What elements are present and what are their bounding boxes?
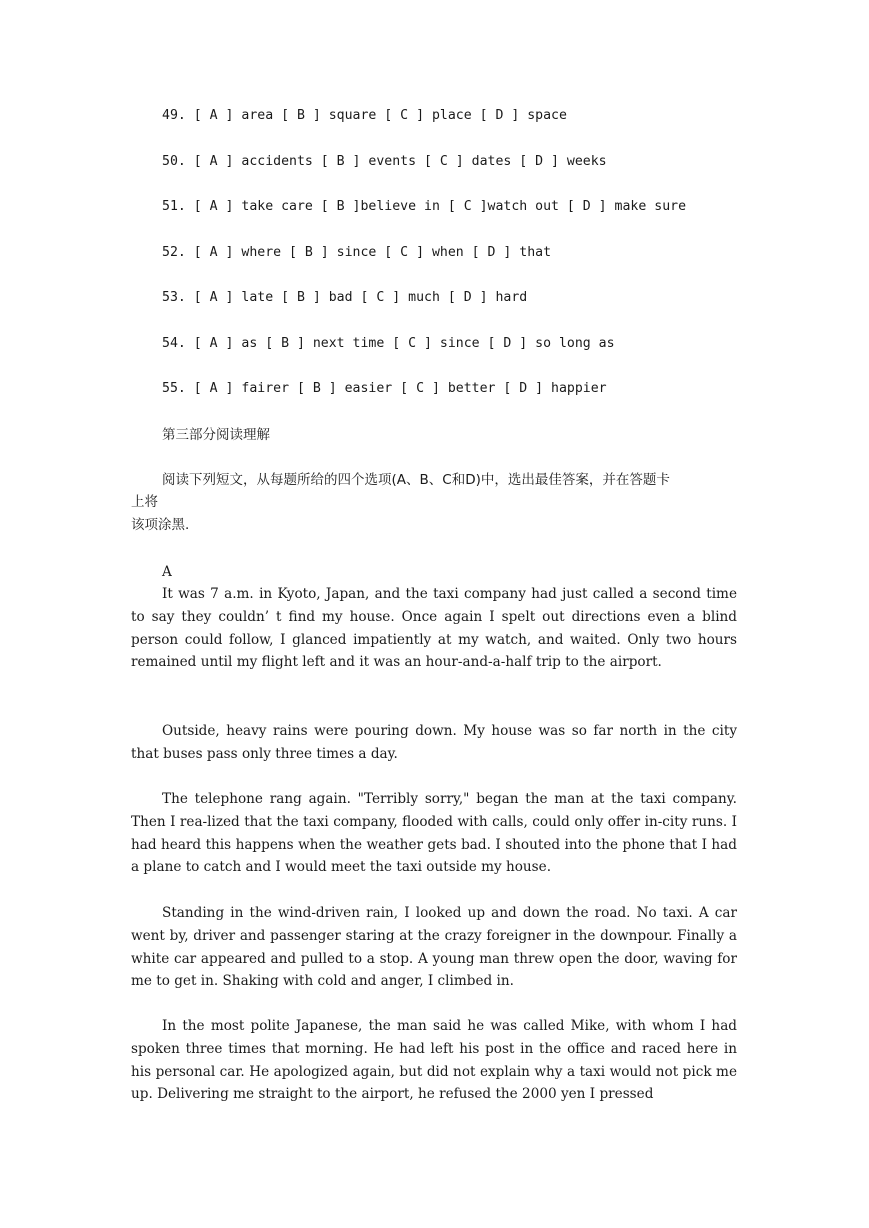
passage-label: A (162, 564, 172, 580)
instructions-line-3: 该项涂黑. (131, 517, 190, 533)
question-51-options: 51. [ A ] take care [ B ]believe in [ C ]watch out [ D ] make sure (162, 199, 687, 214)
section-title: 第三部分阅读理解 (162, 427, 270, 443)
question-53-options: 53. [ A ] late [ B ] bad [ C ] much [ D ] hard (162, 290, 528, 305)
instructions-line-1: 阅读下列短文，从每题所给的四个选项(A、B、C和D)中，选出最佳答案，并在答题卡 (162, 472, 670, 488)
question-55-options: 55. [ A ] fairer [ B ] easier [ C ] better [ D ] happier (162, 381, 607, 396)
question-52-options: 52. [ A ] where [ B ] since [ C ] when [ D ] that (162, 245, 552, 260)
passage-paragraph-4: Standing in the wind-driven rain, I looked up and down the road. No taxi. A car went by, driver and passenger staring at the crazy foreigner in the downpour. Finally a white car appeared and pulled to a stop. A young man threw open the door, waving for me to get in. Shaking with cold and anger, I climbed in. (131, 905, 737, 990)
question-54-options: 54. [ A ] as [ B ] next time [ C ] since [ D ] so long as (162, 336, 615, 351)
question-49-options: 49. [ A ] area [ B ] square [ C ] place [ D ] space (162, 108, 567, 123)
question-50-options: 50. [ A ] accidents [ B ] events [ C ] dates [ D ] weeks (162, 154, 607, 169)
passage-paragraph-3: The telephone rang again. "Terribly sorry," began the man at the taxi company. Then I rea-lized that the taxi company, flooded with calls, could only offer in-city runs. I had heard this happens when the weather gets bad. I shouted into the phone that I had a plane to catch and I would meet the taxi outside my house. (131, 791, 737, 876)
instructions-line-2: 上将 (131, 494, 158, 510)
passage-paragraph-5: In the most polite Japanese, the man said he was called Mike, with whom I had spoken three times that morning. He had left his post in the office and raced here in his personal car. He apologized again, but did not explain why a taxi would not pick me up. Delivering me straight to the airport, he refused the 2000 yen I pressed (131, 1018, 737, 1103)
passage-paragraph-1: It was 7 a.m. in Kyoto, Japan, and the taxi company had just called a second time to say they couldn’ t find my house. Once again I spelt out directions even a blind person could follow, I glanced impatiently at my watch, and waited. Only two hours remained until my flight left and it was an hour-and-a-half trip to the airport. (131, 586, 737, 671)
passage-paragraph-2: Outside, heavy rains were pouring down. My house was so far north in the city that buses pass only three times a day. (131, 723, 737, 762)
